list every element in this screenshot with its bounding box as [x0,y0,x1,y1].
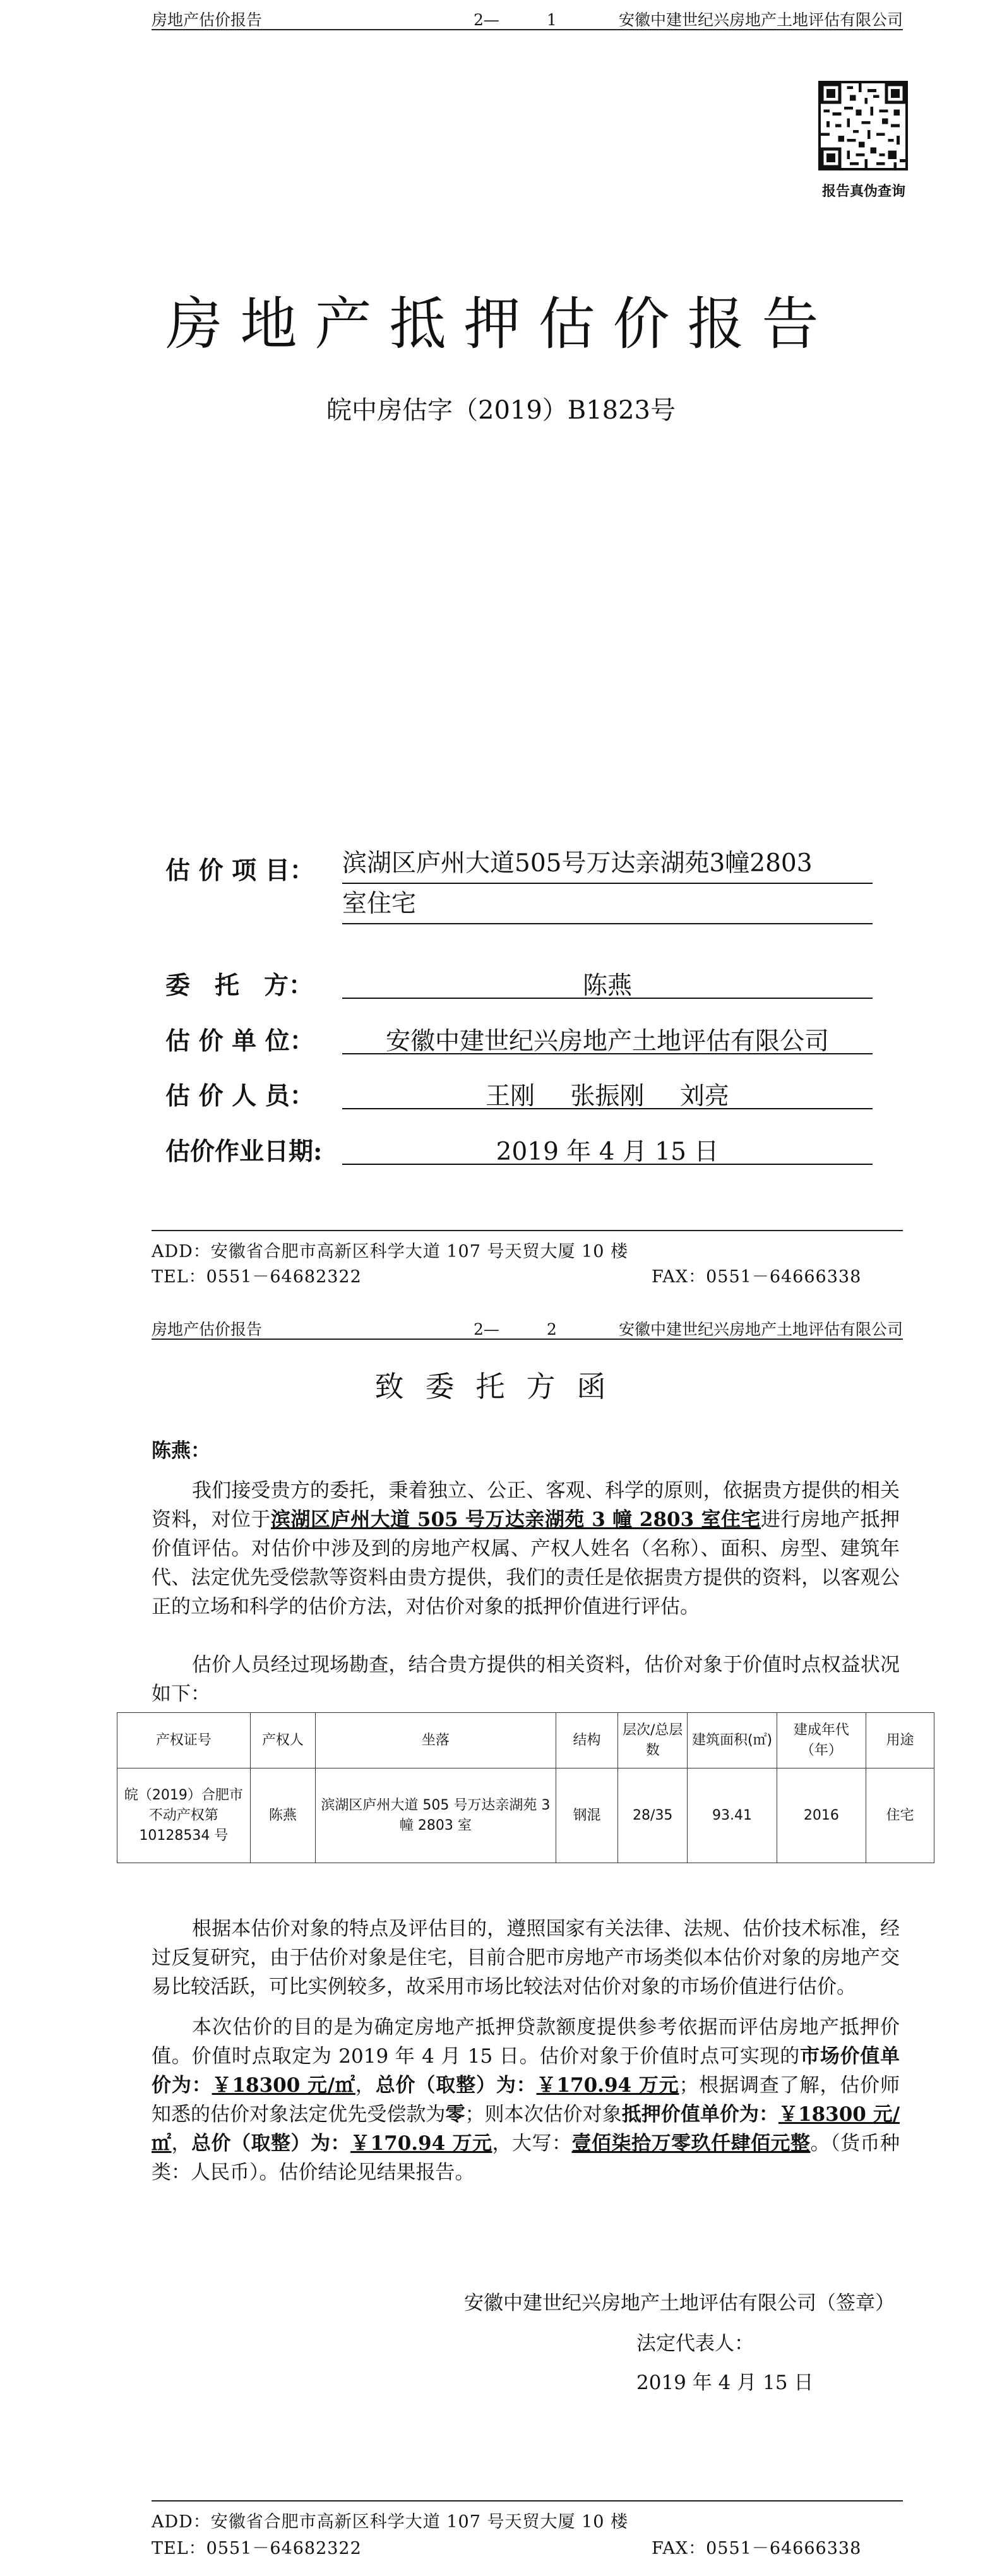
qr-caption: 报告真伪查询 [821,183,905,200]
info-appraisers [165,1076,879,1114]
header-page-number: 2— 1 [474,11,557,29]
info-work-date [165,1132,879,1170]
paragraph-3: 根据本估价对象的特点及评估目的，遵照国家有关法律、法规、估价技术标准，经过反复研究，由于估价对象是住宅，目前合肥市房地产市场类似本估价对象的房地产交易比较活跃，可比实例较多，故采用市场比较法对估价对象的市场价值进行估价。 [152,1917,900,1998]
text-run: ；则本次估价对象 [465,2103,622,2126]
info-appraisal-firm [165,1022,879,1059]
signature-legal-rep: 法定代表人： [636,2332,754,2355]
amount-in-words: 壹佰柒拾万零玖仟肆佰元整 [571,2132,811,2155]
text-run: ，大写： [492,2132,572,2155]
info-value: 安徽中建世纪兴房地产土地评估有限公司 [342,1022,873,1054]
cell-structure: 钢混 [556,1768,617,1863]
column-header: 建筑面积(㎡) [688,1713,777,1768]
running-header [152,1313,903,1340]
info-label: 估 价 单 位： [165,1027,314,1056]
text-run: 进行房地产抵押价值评估。对估价中涉及到的房地产权属、产权人姓名（名称）、面积、房型、建筑年代、法定优先受偿款等资料由贵方提供，我们的责任是依据贵方提供的资料，以客观公正的立场和科学的估价方法，对估价对象的抵押价值进行评估。 [152,1508,900,1618]
mortgage-unit-price: ￥18300 元/㎡ [152,2103,900,2155]
footer-rule [152,2500,903,2501]
mortgage-total-label: 总价（取整）为： [191,2132,351,2155]
cell-year-built: 2016 [777,1768,866,1863]
letter-title: 致委托方函 [374,1369,628,1404]
text-run: ；根据调查了解，估价师知悉的估价对象法定优先受偿款为 [152,2074,900,2126]
signature-date: 2019 年 4 月 15 日 [636,2371,814,2394]
info-project [165,849,879,918]
header-company: 安徽中建世纪兴房地产土地评估有限公司 [618,11,903,29]
cell-area: 93.41 [688,1768,777,1863]
column-header: 层次/总层数 [618,1713,688,1768]
paragraph-4 [152,2013,900,2187]
footer-address: ADD：安徽省合肥市高新区科学大道 107 号天贸大厦 10 楼 [152,1242,629,1261]
market-total-price: ￥170.94 万元 [536,2074,679,2097]
info-client [165,966,879,1004]
footer-fax: FAX：0551－64666338 [652,2539,862,2558]
info-label: 估 价 人 员： [165,1082,314,1111]
table-header-row [117,1713,934,1768]
cell-usage: 住宅 [866,1768,934,1863]
column-header: 产权证号 [117,1713,251,1768]
signature-company: 安徽中建世纪兴房地产土地评估有限公司（签章） [464,2292,895,2315]
text-run: 我们接受贵方的委托，秉着独立、公正、客观、科学的原则，依据贵方提供的相关资料，对位于 [152,1479,900,1531]
cell-floor: 28/35 [618,1768,688,1863]
market-unit-price: ￥18300 元/㎡ [212,2074,355,2097]
mortgage-total-price: ￥170.94 万元 [350,2132,492,2155]
qr-code-icon[interactable] [818,81,908,170]
text-run: ， [355,2074,376,2097]
info-value [342,844,873,924]
info-value [342,1076,873,1109]
header-report-type: 房地产估价报告 [152,1320,263,1339]
paragraph-2: 估价人员经过现场勘查，结合贵方提供的相关资料，估价对象于价值时点权益状况如下： [152,1654,900,1705]
header-page-number: 2— 2 [474,1320,557,1339]
info-label: 委 托 方： [165,971,314,1000]
market-unit-price-label: 市场价值单价为： [152,2045,900,2097]
salutation: 陈燕： [152,1440,210,1462]
appraiser-name: 王刚 [486,1082,535,1111]
text-run: 本次估价的目的是为确定房地产抵押贷款额度提供参考依据而评估房地产抵押价值。价值时点取定为 2019 年 4 月 15 日。估价对象于价值时点可实现的 [152,2016,900,2068]
report-title: 房地产抵押估价报告 [165,291,837,357]
appraiser-name: 刘亮 [679,1082,729,1111]
header-report-type: 房地产估价报告 [152,11,263,29]
info-label: 估 价 项 目： [165,856,314,885]
table-row [117,1768,934,1863]
project-line-1: 滨湖区庐州大道505号万达亲湖苑3幢2803 [342,844,873,884]
column-header: 结构 [556,1713,617,1768]
footer-fax: FAX：0551－64666338 [652,1267,862,1287]
info-label: 估价作业日期: [165,1137,323,1166]
footer-rule [152,1230,903,1231]
cell-location: 滨湖区庐州大道 505 号万达亲湖苑 3 幢 2803 室 [315,1768,556,1863]
report-number: 皖中房估字（2019）B1823号 [326,396,676,425]
cell-certificate-no: 皖（2019）合肥市不动产权第 10128534 号 [117,1768,251,1863]
header-company: 安徽中建世纪兴房地产土地评估有限公司 [618,1320,903,1339]
market-total-label: 总价（取整）为： [375,2074,537,2097]
column-header: 坐落 [315,1713,556,1768]
footer-tel: TEL：0551－64682322 [152,2539,362,2558]
project-line-2: 室住宅 [342,884,873,924]
column-header: 产权人 [250,1713,315,1768]
column-header: 建成年代（年） [777,1713,866,1768]
cell-owner: 陈燕 [250,1768,315,1863]
mortgage-unit-price-label: 抵押价值单价为： [621,2103,778,2126]
text-run: ， [171,2132,192,2155]
property-address: 滨湖区庐州大道 505 号万达亲湖苑 3 幢 2803 室住宅 [271,1508,761,1531]
paragraph-1 [152,1476,900,1621]
letter-page [0,1313,1002,2576]
rights-table [117,1712,934,1863]
info-value: 2019 年 4 月 15 日 [342,1132,873,1165]
footer-tel: TEL：0551－64682322 [152,1267,362,1287]
appraiser-name: 张振刚 [570,1082,645,1111]
footer-address: ADD：安徽省合肥市高新区科学大道 107 号天贸大厦 10 楼 [152,2512,629,2532]
column-header: 用途 [866,1713,934,1768]
priority-claim: 零 [445,2103,465,2126]
text-run: 。（货币种类：人民币）。估价结论见结果报告。 [152,2132,900,2184]
running-header [152,4,903,30]
info-value: 陈燕 [342,966,873,999]
